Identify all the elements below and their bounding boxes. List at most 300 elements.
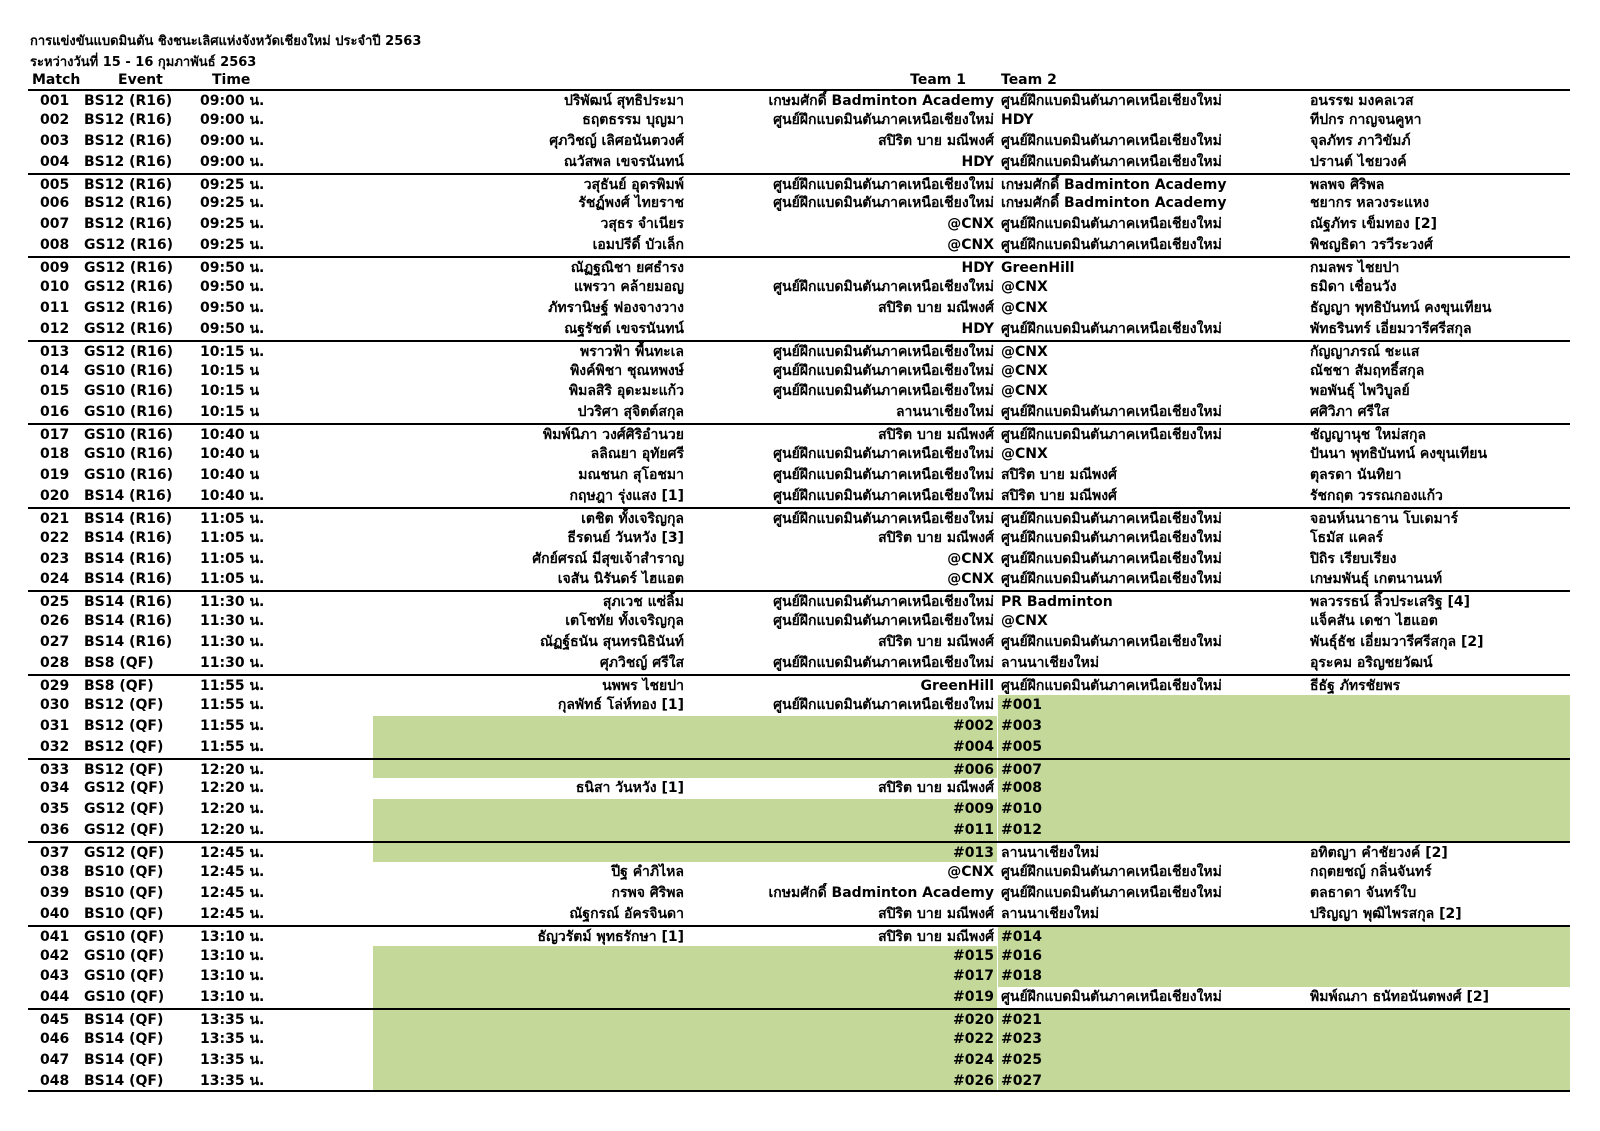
match-row (28, 799, 1570, 820)
match-row (28, 486, 1570, 507)
match-time: 13:10 น. (200, 968, 265, 985)
event-code: GS12 (R16) (84, 237, 173, 254)
match-time: 09:00 น. (200, 111, 265, 128)
match-number: 036 (40, 822, 70, 839)
team1-club: #024 (953, 1051, 994, 1068)
event-code: GS12 (R16) (84, 260, 173, 277)
team1-player: ณัฏฐณิชา ยศธำรง (570, 260, 684, 277)
event-code: BS14 (R16) (84, 594, 173, 611)
column-header-time: Time (212, 72, 251, 88)
match-row (28, 883, 1570, 904)
team2-player: อทิตญา คำชัยวงค์ [2] (1310, 845, 1448, 862)
team1-club: สปิริต บาย มณีพงศ์ (878, 427, 994, 444)
team1-player: พิงค์พิชา ชุณหพงษ์ (570, 362, 684, 379)
team1-player: ณฐรัชต์ เขจรนันทน์ (564, 320, 684, 337)
team1-club: @CNX (947, 237, 994, 254)
team2-player: จอนห์นนาธาน โบเดมาร์ (1310, 510, 1459, 527)
match-time: 13:35 น. (200, 1072, 265, 1089)
match-number: 018 (40, 446, 70, 463)
team1-club: HDY (961, 153, 994, 170)
match-number: 011 (40, 299, 70, 316)
match-number: 024 (40, 571, 70, 588)
team1-club: #006 (953, 761, 994, 778)
match-row (28, 214, 1570, 235)
match-time: 11:55 น. (200, 696, 265, 713)
column-header-team2: Team 2 (1001, 72, 1057, 88)
match-row (28, 590, 1570, 611)
team1-club: ศูนย์ฝึกแบดมินตันภาคเหนือเชียงใหม่ (773, 510, 994, 527)
event-code: BS12 (QF) (84, 761, 164, 778)
team2-player: แจ็คสัน เดชา ไฮแอต (1310, 613, 1438, 630)
match-time: 10:15 น. (200, 343, 265, 360)
match-number: 012 (40, 320, 70, 337)
team2-club: #021 (1001, 1012, 1042, 1029)
event-code: BS8 (QF) (84, 677, 154, 694)
match-time: 12:45 น. (200, 905, 265, 922)
match-time: 11:55 น. (200, 677, 265, 694)
team1-club: @CNX (947, 216, 994, 233)
team1-club: สปิริต บาย มณีพงศ์ (878, 928, 994, 945)
match-row (28, 256, 1570, 277)
match-number: 048 (40, 1072, 70, 1089)
event-code: GS12 (R16) (84, 299, 173, 316)
match-time: 11:05 น. (200, 529, 265, 546)
team1-player: แพรวา คล้ายมอญ (574, 279, 684, 296)
team1-player: ธีรดนย์ วันหวัง [3] (567, 529, 684, 546)
team2-club: #003 (1001, 717, 1042, 734)
team2-player: พัทธรินทร์ เอี่ยมวารีศรีสกุล (1310, 320, 1472, 337)
match-row (28, 632, 1570, 653)
team1-player: กฤษฎา รุ่งแสง [1] (569, 487, 684, 504)
event-code: BS14 (R16) (84, 550, 173, 567)
match-number: 002 (40, 111, 70, 128)
team1-player: นพพร ไชยปา (602, 677, 684, 694)
event-code: GS10 (QF) (84, 928, 165, 945)
team1-club: ศูนย์ฝึกแบดมินตันภาคเหนือเชียงใหม่ (773, 696, 994, 713)
team1-club: HDY (961, 320, 994, 337)
team2-club: ศูนย์ฝึกแบดมินตันภาคเหนือเชียงใหม่ (1001, 237, 1222, 254)
team1-player: ปวริศา สุจิตต์สกุล (577, 404, 684, 421)
match-number: 047 (40, 1051, 70, 1068)
team1-player: กรพจ ศิริพล (611, 884, 684, 901)
team2-club: #027 (1001, 1072, 1042, 1089)
team2-player: ปรานต์ ไชยวงค์ (1310, 153, 1407, 170)
match-row (28, 737, 1570, 758)
team1-club: ลานนาเชียงใหม่ (895, 404, 994, 421)
event-code: GS10 (R16) (84, 467, 173, 484)
team2-club: #025 (1001, 1051, 1042, 1068)
team1-player: ธัญวรัตม์ พุทธรักษา [1] (537, 928, 684, 945)
team2-club: ศูนย์ฝึกแบดมินตันภาคเหนือเชียงใหม่ (1001, 863, 1222, 880)
team1-club: #022 (953, 1031, 994, 1048)
team2-club: เกษมศักดิ์ Badminton Academy (1001, 195, 1227, 212)
match-number: 028 (40, 655, 70, 672)
team2-club: @CNX (1001, 343, 1048, 360)
match-row (28, 758, 1570, 779)
match-time: 11:55 น. (200, 717, 265, 734)
team2-club: ศูนย์ฝึกแบดมินตันภาคเหนือเชียงใหม่ (1001, 132, 1222, 149)
team2-player: พลวรรธน์ ลิ้วประเสริฐ [4] (1310, 594, 1471, 611)
match-time: 13:35 น. (200, 1051, 265, 1068)
match-number: 040 (40, 905, 70, 922)
team1-club: สปิริต บาย มณีพงศ์ (878, 780, 994, 797)
match-time: 09:00 น. (200, 132, 265, 149)
match-number: 033 (40, 761, 70, 778)
match-number: 041 (40, 928, 70, 945)
match-row (28, 465, 1570, 486)
team2-player: เกษมพันธุ์ เกตนานนท์ (1310, 571, 1443, 588)
team2-club: GreenHill (1001, 260, 1075, 277)
match-number: 031 (40, 717, 70, 734)
team2-club: #018 (1001, 968, 1042, 985)
match-row (28, 695, 1570, 716)
event-code: BS10 (QF) (84, 863, 164, 880)
match-row (28, 904, 1570, 925)
event-code: GS12 (QF) (84, 801, 165, 818)
team1-club: #013 (953, 845, 994, 862)
match-time: 10:15 น (200, 362, 260, 379)
match-time: 11:55 น. (200, 738, 265, 755)
team1-player: ศักย์ศรณ์ มีสุขเจ้าสำราญ (532, 550, 684, 567)
match-time: 09:25 น. (200, 195, 265, 212)
match-row (28, 862, 1570, 883)
team2-player: พลพจ ศิริพล (1310, 176, 1385, 193)
match-time: 12:20 น. (200, 801, 265, 818)
team2-club: ลานนาเชียงใหม่ (1001, 845, 1100, 862)
match-number: 034 (40, 780, 70, 797)
match-row (28, 444, 1570, 465)
match-time: 09:50 น. (200, 320, 265, 337)
team1-club: ศูนย์ฝึกแบดมินตันภาคเหนือเชียงใหม่ (773, 195, 994, 212)
event-code: GS10 (QF) (84, 989, 165, 1006)
event-code: BS12 (QF) (84, 738, 164, 755)
team2-club: ลานนาเชียงใหม่ (1001, 905, 1100, 922)
team1-club: #017 (953, 968, 994, 985)
team2-club: ศูนย์ฝึกแบดมินตันภาคเหนือเชียงใหม่ (1001, 216, 1222, 233)
event-code: BS14 (R16) (84, 613, 173, 630)
team2-player: กมลพร ไชยปา (1310, 260, 1400, 277)
team1-player: พิมพ์นิภา วงศ์ศิริอำนวย (542, 427, 684, 444)
team2-club: @CNX (1001, 613, 1048, 630)
team1-club: ศูนย์ฝึกแบดมินตันภาคเหนือเชียงใหม่ (773, 279, 994, 296)
team1-club: ศูนย์ฝึกแบดมินตันภาคเหนือเชียงใหม่ (773, 655, 994, 672)
team2-player: ชัญญานุช ใหม่สกุล (1310, 427, 1427, 444)
team2-club: ศูนย์ฝึกแบดมินตันภาคเหนือเชียงใหม่ (1001, 93, 1222, 109)
match-number: 009 (40, 260, 70, 277)
team2-player: ตุลรดา นันทิยา (1310, 467, 1402, 484)
event-code: BS12 (QF) (84, 696, 164, 713)
match-row (28, 1008, 1570, 1029)
team1-club: ศูนย์ฝึกแบดมินตันภาคเหนือเชียงใหม่ (773, 613, 994, 630)
team2-player: ปันนา พุทธิบันทน์ คงขุนเทียน (1310, 446, 1488, 463)
match-number: 003 (40, 132, 70, 149)
team2-player: ชยากร หลวงระแหง (1310, 195, 1430, 212)
match-row (28, 110, 1570, 131)
event-code: GS10 (QF) (84, 968, 165, 985)
match-time: 11:30 น. (200, 613, 265, 630)
team2-player: อุระคม อริญชยวัฒน์ (1310, 655, 1433, 672)
team2-club: ศูนย์ฝึกแบดมินตันภาคเหนือเชียงใหม่ (1001, 677, 1222, 694)
team2-club: เกษมศักดิ์ Badminton Academy (1001, 176, 1227, 193)
team1-club: สปิริต บาย มณีพงศ์ (878, 905, 994, 922)
event-code: BS12 (R16) (84, 93, 173, 109)
team2-player: ทีปกร กาญจนคูหา (1310, 111, 1422, 128)
team1-club: สปิริต บาย มณีพงศ์ (878, 634, 994, 651)
team2-club: ศูนย์ฝึกแบดมินตันภาคเหนือเชียงใหม่ (1001, 427, 1222, 444)
match-time: 09:50 น. (200, 260, 265, 277)
team2-club: #005 (1001, 738, 1042, 755)
match-number: 001 (40, 93, 70, 109)
event-code: BS12 (R16) (84, 132, 173, 149)
match-row (28, 1071, 1570, 1092)
match-row (28, 925, 1570, 946)
event-code: BS12 (QF) (84, 717, 164, 734)
match-time: 09:00 น. (200, 153, 265, 170)
team2-club: #007 (1001, 761, 1042, 778)
match-row (28, 152, 1570, 173)
team1-club: @CNX (947, 863, 994, 880)
match-number: 045 (40, 1012, 70, 1029)
event-code: BS12 (R16) (84, 153, 173, 170)
match-row (28, 173, 1570, 194)
team1-player: เจสัน นิรันดร์ ไฮแอต (557, 571, 684, 588)
team2-club: #001 (1001, 696, 1042, 713)
team2-club: สปิริต บาย มณีพงศ์ (1001, 467, 1117, 484)
team1-club: #002 (953, 717, 994, 734)
team2-club: ศูนย์ฝึกแบดมินตันภาคเหนือเชียงใหม่ (1001, 884, 1222, 901)
match-number: 027 (40, 634, 70, 651)
match-number: 032 (40, 738, 70, 755)
team2-player: ธัญญา พุทธิบันทน์ คงขุนเทียน (1310, 299, 1492, 316)
team1-player: เตโชทัย ทั้งเจริญกุล (565, 613, 684, 630)
match-number: 022 (40, 529, 70, 546)
team1-club: #015 (953, 947, 994, 964)
match-number: 005 (40, 176, 70, 193)
match-number: 019 (40, 467, 70, 484)
match-time: 13:35 น. (200, 1031, 265, 1048)
team2-player: พันธุ์ธัช เอี่ยมวารีศรีสกุล [2] (1310, 634, 1484, 651)
match-number: 025 (40, 594, 70, 611)
match-row (28, 569, 1570, 590)
event-code: BS12 (R16) (84, 111, 173, 128)
match-number: 020 (40, 487, 70, 504)
team1-player: เตชิต ทั้งเจริญกุล (581, 510, 684, 527)
team2-player: พอพันธุ์ ไพวิบูลย์ (1310, 383, 1410, 400)
match-row (28, 319, 1570, 340)
match-number: 014 (40, 362, 70, 379)
event-code: BS14 (R16) (84, 529, 173, 546)
team2-player: ตลธาดา จันทร์ใบ (1310, 884, 1417, 901)
team1-club: ศูนย์ฝึกแบดมินตันภาคเหนือเชียงใหม่ (773, 111, 994, 128)
team2-player: ณัฐภัทร เข็มทอง [2] (1310, 216, 1438, 233)
event-code: GS10 (R16) (84, 446, 173, 463)
team2-club: @CNX (1001, 446, 1048, 463)
match-time: 10:40 น. (200, 487, 265, 504)
team1-club: ศูนย์ฝึกแบดมินตันภาคเหนือเชียงใหม่ (773, 446, 994, 463)
match-number: 035 (40, 801, 70, 818)
team1-club: ศูนย์ฝึกแบดมินตันภาคเหนือเชียงใหม่ (773, 467, 994, 484)
event-code: BS14 (QF) (84, 1051, 164, 1068)
team2-player: จุลภัทร ภาวิขัมภ์ (1310, 132, 1411, 149)
team2-club: ศูนย์ฝึกแบดมินตันภาคเหนือเชียงใหม่ (1001, 634, 1222, 651)
page-subtitle-dates: ระหว่างวันที่ 15 - 16 กุมภาพันธ์ 2563 (30, 55, 257, 70)
match-time: 12:45 น. (200, 863, 265, 880)
match-row (28, 841, 1570, 862)
match-row (28, 820, 1570, 841)
team2-player: ศศิวิภา ศรีใส (1310, 404, 1390, 421)
event-code: GS10 (QF) (84, 947, 165, 964)
match-number: 046 (40, 1031, 70, 1048)
match-row (28, 381, 1570, 402)
event-code: BS14 (QF) (84, 1031, 164, 1048)
match-row (28, 402, 1570, 423)
team1-club: GreenHill (920, 677, 994, 694)
event-code: GS12 (R16) (84, 343, 173, 360)
match-number: 038 (40, 863, 70, 880)
team2-club: HDY (1001, 111, 1034, 128)
match-row (28, 674, 1570, 695)
match-time: 11:30 น. (200, 594, 265, 611)
team2-club: #012 (1001, 822, 1042, 839)
match-number: 013 (40, 343, 70, 360)
match-number: 039 (40, 884, 70, 901)
event-code: BS12 (R16) (84, 216, 173, 233)
match-time: 11:30 น. (200, 634, 265, 651)
match-number: 043 (40, 968, 70, 985)
team2-player: ปิถิร เรียบเรียง (1310, 550, 1397, 567)
team1-player: ภัทรานิษฐ์ ฟองจางวาง (548, 299, 684, 316)
event-code: GS10 (R16) (84, 362, 173, 379)
match-row (28, 89, 1570, 110)
team2-player: กฤตยชญ์ กลิ่นจันทร์ (1310, 863, 1432, 880)
match-row (28, 611, 1570, 632)
match-number: 044 (40, 989, 70, 1006)
match-number: 017 (40, 427, 70, 444)
match-row (28, 507, 1570, 528)
event-code: BS8 (QF) (84, 655, 154, 672)
match-number: 029 (40, 677, 70, 694)
team2-club: #023 (1001, 1031, 1042, 1048)
team1-club: ศูนย์ฝึกแบดมินตันภาคเหนือเชียงใหม่ (773, 362, 994, 379)
team1-player: พิมลสิริ อุดะมะแก้ว (568, 383, 684, 400)
match-row (28, 193, 1570, 214)
match-time: 09:25 น. (200, 216, 265, 233)
team2-club: ศูนย์ฝึกแบดมินตันภาคเหนือเชียงใหม่ (1001, 320, 1222, 337)
match-time: 13:10 น. (200, 928, 265, 945)
event-code: BS14 (QF) (84, 1072, 164, 1089)
team1-club: HDY (961, 260, 994, 277)
match-time: 09:25 น. (200, 237, 265, 254)
team2-club: @CNX (1001, 383, 1048, 400)
team1-club: สปิริต บาย มณีพงศ์ (878, 529, 994, 546)
team1-player: วสุธร จำเนียร (600, 216, 684, 233)
match-time: 12:45 น. (200, 884, 265, 901)
match-number: 026 (40, 613, 70, 630)
match-time: 11:05 น. (200, 510, 265, 527)
event-code: BS14 (R16) (84, 634, 173, 651)
event-code: GS12 (R16) (84, 279, 173, 296)
team1-player: ธนิสา วันหวัง [1] (575, 780, 684, 797)
match-time: 12:20 น. (200, 761, 265, 778)
event-code: GS12 (R16) (84, 320, 173, 337)
team1-player: ลลิณยา อุทัยศรี (590, 446, 684, 463)
match-number: 010 (40, 279, 70, 296)
match-number: 016 (40, 404, 70, 421)
event-code: BS14 (QF) (84, 1012, 164, 1029)
match-time: 10:15 น (200, 404, 260, 421)
match-number: 006 (40, 195, 70, 212)
team1-club: #019 (953, 989, 994, 1006)
match-number: 015 (40, 383, 70, 400)
match-time: 10:40 น (200, 467, 260, 484)
match-time: 09:50 น. (200, 279, 265, 296)
event-code: BS12 (R16) (84, 176, 173, 193)
match-row (28, 340, 1570, 361)
team2-club: ศูนย์ฝึกแบดมินตันภาคเหนือเชียงใหม่ (1001, 404, 1222, 421)
team1-club: ศูนย์ฝึกแบดมินตันภาคเหนือเชียงใหม่ (773, 176, 994, 193)
team1-player: ธฤตธรรม บุญมา (582, 111, 684, 128)
match-number: 007 (40, 216, 70, 233)
team2-player: ธมิดา เชื่อนวัง (1310, 279, 1397, 296)
team1-player: ปีฐ คำภิไหล (611, 863, 684, 880)
team2-club: PR Badminton (1001, 594, 1113, 611)
team1-club: สปิริต บาย มณีพงศ์ (878, 132, 994, 149)
team2-club: ศูนย์ฝึกแบดมินตันภาคเหนือเชียงใหม่ (1001, 153, 1222, 170)
match-row (28, 423, 1570, 444)
team2-club: #008 (1001, 780, 1042, 797)
team1-player: ศุภวิชญ์ ศรีใส (599, 655, 684, 672)
match-time: 12:20 น. (200, 822, 265, 839)
column-header-team1: Team 1 (910, 72, 966, 88)
page-title: การแข่งขันแบดมินตัน ชิงชนะเลิศแห่งจังหวัดเชียงใหม่ ประจำปี 2563 (30, 34, 422, 49)
match-row (28, 277, 1570, 298)
match-time: 10:40 น (200, 446, 260, 463)
team1-player: รัชฏ์พงศ์ ไทยราช (578, 195, 684, 212)
team2-club: @CNX (1001, 299, 1048, 316)
team2-player: พิมพ์ณภา ธนัทอนันตพงศ์ [2] (1310, 989, 1489, 1006)
team2-club: สปิริต บาย มณีพงศ์ (1001, 487, 1117, 504)
team2-club: #014 (1001, 928, 1042, 945)
team1-club: ศูนย์ฝึกแบดมินตันภาคเหนือเชียงใหม่ (773, 594, 994, 611)
team1-club: @CNX (947, 571, 994, 588)
team1-club: #026 (953, 1072, 994, 1089)
event-code: BS10 (QF) (84, 905, 164, 922)
team1-club: #009 (953, 801, 994, 818)
event-code: BS14 (R16) (84, 571, 173, 588)
match-row (28, 235, 1570, 256)
match-time: 11:05 น. (200, 550, 265, 567)
team1-club: #004 (953, 738, 994, 755)
event-code: BS10 (QF) (84, 884, 164, 901)
team1-club: ศูนย์ฝึกแบดมินตันภาคเหนือเชียงใหม่ (773, 487, 994, 504)
team1-club: เกษมศักดิ์ Badminton Academy (768, 884, 994, 901)
event-code: GS10 (R16) (84, 427, 173, 444)
match-time: 12:45 น. (200, 845, 265, 862)
column-header-event: Event (118, 72, 163, 88)
match-row (28, 716, 1570, 737)
team1-player: สุภเวช แซ่ลิ้ม (602, 594, 684, 611)
team2-club: ศูนย์ฝึกแบดมินตันภาคเหนือเชียงใหม่ (1001, 989, 1222, 1006)
team1-club: เกษมศักดิ์ Badminton Academy (768, 93, 994, 109)
match-row (28, 1050, 1570, 1071)
match-row (28, 966, 1570, 987)
match-time: 09:00 น. (200, 93, 265, 109)
match-number: 004 (40, 153, 70, 170)
column-header-match: Match (32, 72, 81, 88)
match-row (28, 298, 1570, 319)
match-row (28, 653, 1570, 674)
team2-player: โธมัส แคลร์ (1310, 529, 1384, 546)
